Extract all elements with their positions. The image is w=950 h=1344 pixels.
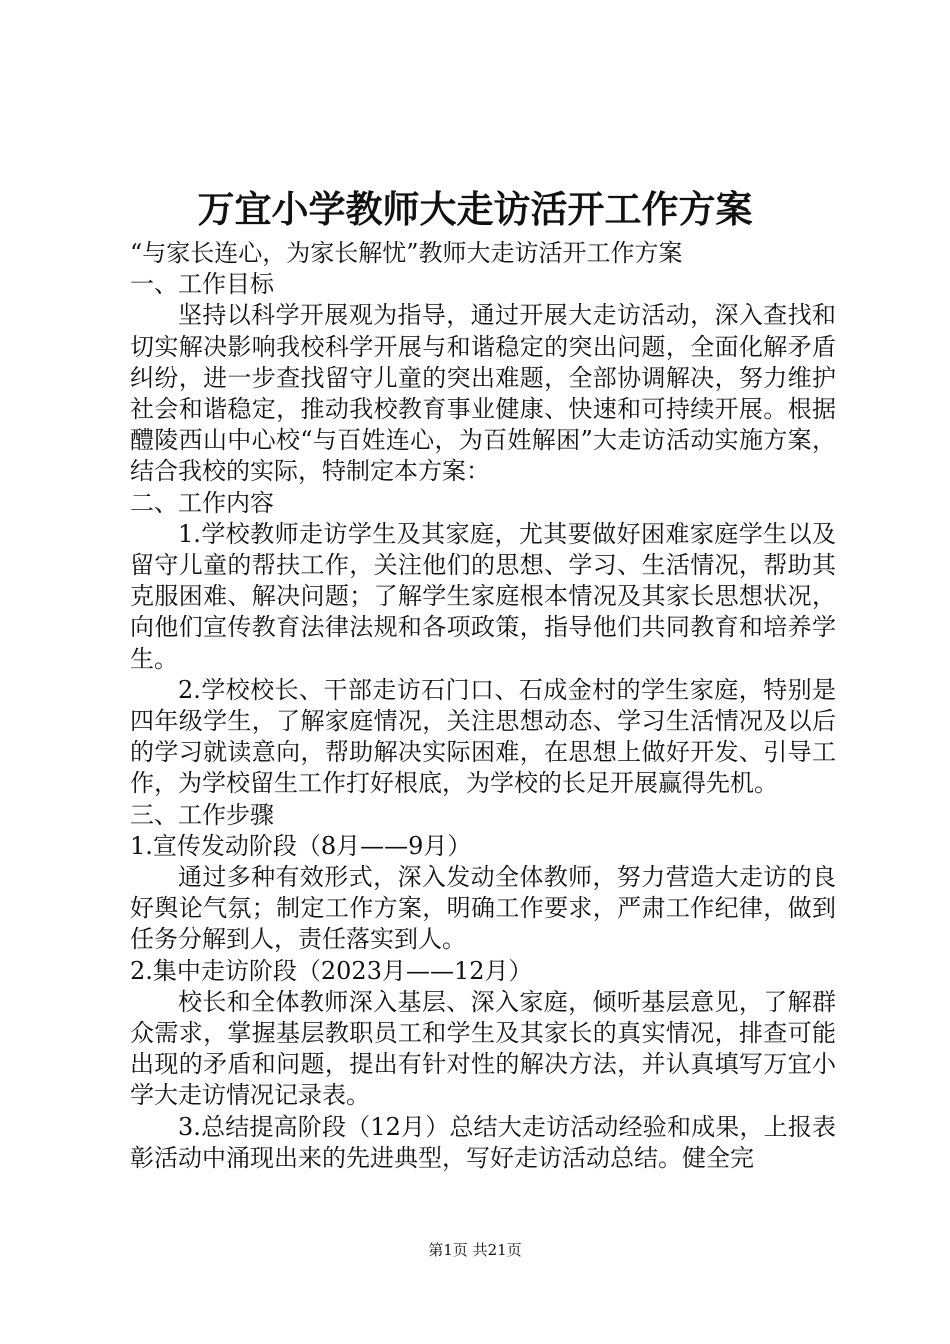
- paragraph-content-item-2: 2.学校校长、干部走访石门口、石成金村的学生家庭，特别是四年级学生，了解家庭情况，关注思想动态、学习生活情况及以后的学习就读意向，帮助解决实际困难，在思想上做好开发、引导工作，为学校留生工作打好根底，为学校的长足开展赢得先机。: [130, 675, 836, 798]
- paragraph-goals: 坚持以科学开展观为指导，通过开展大走访活动，深入查找和切实解决影响我校科学开展与和谐稳定的突出问题，全面化解矛盾纠纷，进一步查找留守儿童的突出难题，全部协调解决，努力维护社会和谐稳定，推动我校教育事业健康、快速和可持续开展。根据醴陵西山中心校“与百姓连心，为百姓解困”大走访活动实施方案，结合我校的实际，特制定本方案：: [130, 301, 836, 486]
- document-title: 万宜小学教师大走访活开工作方案: [197, 187, 753, 231]
- page-indicator: 第1页 共21页: [428, 1241, 522, 1259]
- section-heading-steps: 三、工作步骤: [130, 800, 274, 829]
- paragraph-step-1: 通过多种有效形式，深入发动全体教师，努力营造大走访的良好舆论气氛；制定工作方案，明确工作要求，严肃工作纪律，做到任务分解到人，责任落实到人。: [130, 863, 836, 954]
- document-subtitle: “与家长连心，为家长解忧”教师大走访活开工作方案: [130, 239, 683, 267]
- step-heading-1: 1.宣传发动阶段（8月——9月）: [130, 831, 472, 860]
- paragraph-step-2: 校长和全体教师深入基层、深入家庭，倾听基层意见，了解群众需求，掌握基层教职员工和学生及其家长的真实情况，排查可能出现的矛盾和问题，提出有针对性的解决方法，并认真填写万宜小学大走访情况记录表。: [130, 987, 836, 1110]
- step-heading-2: 2.集中走访阶段（2023月——12月）: [130, 956, 533, 985]
- document-body: [130, 238, 836, 1174]
- paragraph-content-item-1: 1.学校教师走访学生及其家庭，尤其要做好困难家庭学生以及留守儿童的帮扶工作，关注他们的思想、学习、生活情况，帮助其克服困难、解决问题；了解学生家庭根本情况及其家长思想状况，向他们宣传教育法律法规和各项政策，指导他们共同教育和培养学生。: [130, 519, 836, 673]
- section-heading-content: 二、工作内容: [130, 488, 274, 517]
- paragraph-step-3: 3.总结提高阶段（12月）总结大走访活动经验和成果，上报表彰活动中涌现出来的先进典型，写好走访活动总结。健全完: [130, 1112, 836, 1172]
- section-heading-goals: 一、工作目标: [130, 270, 274, 299]
